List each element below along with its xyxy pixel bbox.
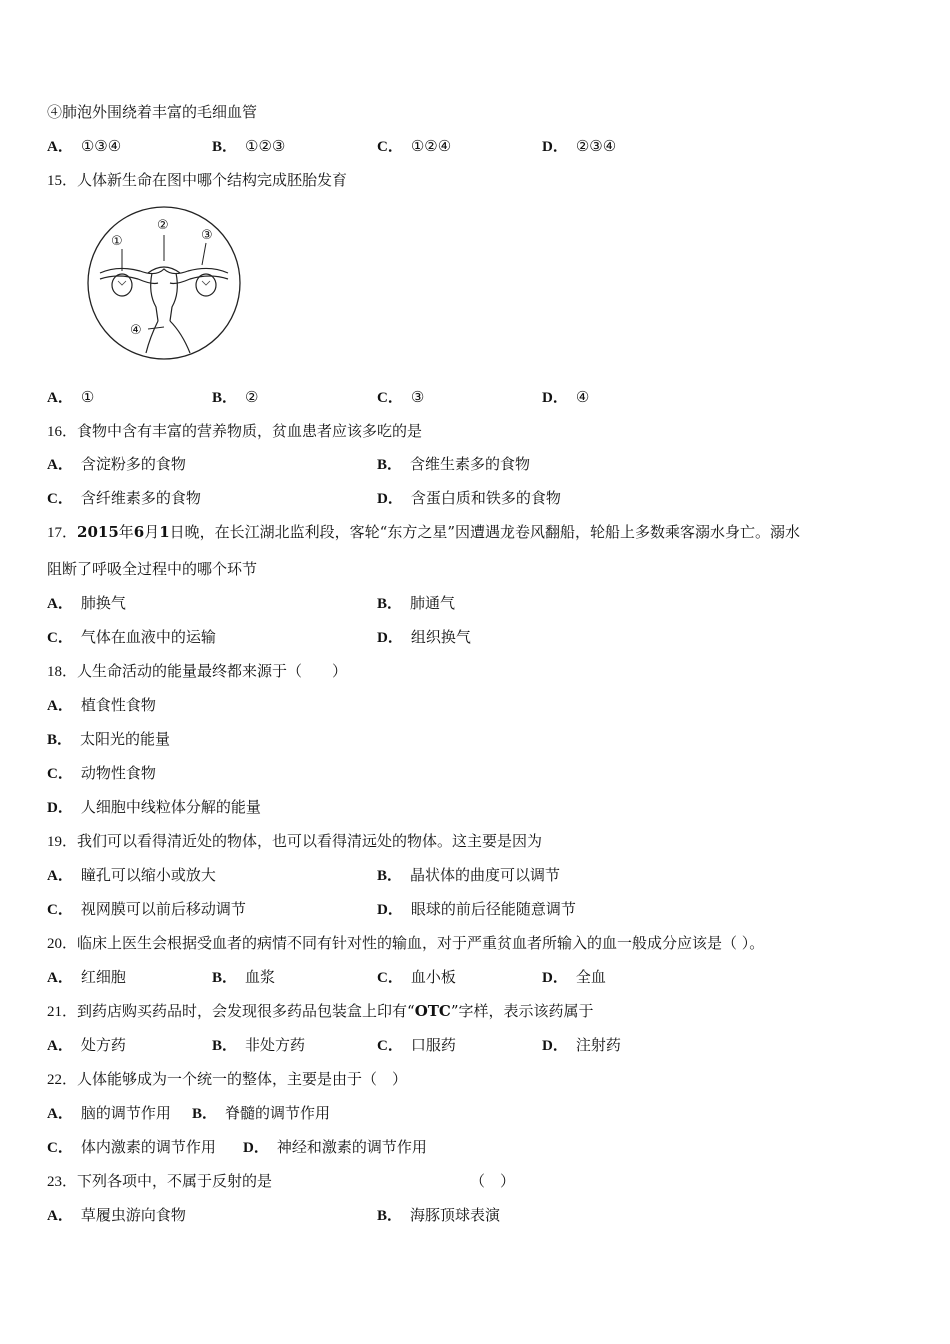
option-text: ②	[245, 388, 259, 406]
option-text: 组织换气	[410, 628, 471, 646]
option-text: 脊髓的调节作用	[225, 1104, 331, 1122]
option-text: 注射药	[575, 1036, 621, 1054]
q15-option-a[interactable]	[47, 387, 94, 408]
option-label: C．	[47, 902, 73, 918]
q17-option-a[interactable]	[47, 593, 126, 614]
option-label: C．	[47, 1140, 73, 1156]
option-text: 草履虫游向食物	[80, 1206, 186, 1224]
option-label: A．	[47, 1208, 73, 1224]
option-label: B．	[377, 457, 403, 473]
option-label: A．	[47, 698, 73, 714]
option-label: B．	[212, 390, 238, 406]
option-label: C．	[377, 1038, 403, 1054]
option-text: 含淀粉多的食物	[80, 455, 186, 473]
q16-option-a[interactable]	[47, 454, 186, 475]
q19-option-a[interactable]	[47, 865, 216, 886]
q20-option-c[interactable]	[377, 967, 456, 988]
text: 日晚，在长江湖北监利段，客轮“东方之星”因遭遇龙卷风翻船，轮船上多数乘客溺水身亡。溺水	[169, 523, 801, 541]
option-text: 眼球的前后径能随意调节	[410, 900, 576, 918]
q15-option-d[interactable]	[542, 387, 589, 408]
q18-stem	[47, 661, 347, 682]
text: 年	[118, 523, 134, 541]
option-text: 含蛋白质和铁多的食物	[410, 489, 561, 507]
option-text: 人细胞中线粒体分解的能量	[80, 798, 261, 816]
question-text: 临床上医生会根据受血者的病情不同有针对性的输血，对于严重贫血者所输入的血一般成分应该是（ ）。	[77, 934, 765, 952]
day: 1	[159, 523, 170, 541]
option-text: 血浆	[245, 968, 276, 986]
option-label: D．	[377, 491, 403, 507]
option-label: B．	[212, 139, 238, 155]
option-label: B．	[192, 1106, 218, 1122]
question-number: 17．	[47, 525, 78, 541]
female-reproductive-system-figure	[78, 203, 250, 363]
option-text: ①②③	[245, 137, 286, 155]
month: 6	[133, 523, 145, 541]
option-label: A．	[47, 139, 73, 155]
q23-option-b[interactable]	[377, 1205, 500, 1226]
figure-label-4: ④	[130, 323, 142, 338]
option-text: 含维生素多的食物	[410, 455, 531, 473]
option-text: 非处方药	[245, 1036, 306, 1054]
option-text: 海豚顶球表演	[410, 1206, 501, 1224]
option-label: B．	[47, 732, 73, 748]
question-text: 食物中含有丰富的营养物质，贫血患者应该多吃的是	[77, 422, 423, 440]
option-text: 含纤维素多的食物	[80, 489, 201, 507]
option-text: 神经和激素的调节作用	[276, 1138, 427, 1156]
q16-option-c[interactable]	[47, 488, 201, 509]
statement-4: ④肺泡外围绕着丰富的毛细血管	[47, 103, 258, 121]
q20-option-a[interactable]	[47, 967, 126, 988]
text: 月	[144, 523, 160, 541]
otc-label: OTC	[414, 1002, 451, 1020]
question-number: 19．	[47, 834, 78, 850]
option-label: B．	[377, 1208, 403, 1224]
option-text: 全血	[575, 968, 606, 986]
q14-option-c[interactable]	[377, 136, 451, 157]
option-text: 脑的调节作用	[80, 1104, 171, 1122]
option-text: 视网膜可以前后移动调节	[80, 900, 246, 918]
option-label: D．	[243, 1140, 269, 1156]
option-label: C．	[47, 630, 73, 646]
question-number: 20．	[47, 936, 78, 952]
question-number: 22．	[47, 1072, 78, 1088]
q14-option-a[interactable]	[47, 136, 121, 157]
q16-stem	[47, 421, 422, 442]
question-text: ”字样，表示该药属于	[450, 1002, 594, 1020]
q19-option-b[interactable]	[377, 865, 560, 886]
option-text: 血小板	[410, 968, 456, 986]
option-label: D．	[542, 1038, 568, 1054]
question-text: 人生命活动的能量最终都来源于（ ）	[77, 662, 348, 680]
q19-stem	[47, 831, 542, 852]
q23-option-a[interactable]	[47, 1205, 186, 1226]
option-text: 气体在血液中的运输	[80, 628, 216, 646]
option-label: B．	[377, 868, 403, 884]
question-text: 人体新生命在图中哪个结构完成胚胎发育	[77, 171, 348, 189]
q19-option-d[interactable]	[377, 899, 576, 920]
q17-option-d[interactable]	[377, 627, 471, 648]
figure-label-2: ②	[157, 218, 169, 233]
option-text: 晶状体的曲度可以调节	[410, 866, 561, 884]
q16-option-d[interactable]	[377, 488, 561, 509]
question-number: 15．	[47, 173, 78, 189]
option-text: 肺换气	[80, 594, 126, 612]
option-label: C．	[377, 390, 403, 406]
q17-option-c[interactable]	[47, 627, 216, 648]
q22-option-b[interactable]	[192, 1103, 330, 1124]
q17-stem-line2: 阻断了呼吸全过程中的哪个环节	[47, 560, 258, 578]
option-text: 太阳光的能量	[80, 730, 171, 748]
q14-option-d[interactable]	[542, 136, 616, 157]
option-label: D．	[377, 630, 403, 646]
option-text: 口服药	[410, 1036, 456, 1054]
option-text: ④	[575, 388, 590, 406]
q22-stem	[47, 1069, 407, 1090]
figure-label-3: ③	[201, 228, 213, 243]
q15-option-c[interactable]	[377, 387, 424, 408]
q20-option-b[interactable]	[212, 967, 275, 988]
option-text: 处方药	[80, 1036, 126, 1054]
question-text: 下列各项中，不属于反射的是	[77, 1172, 273, 1190]
option-label: B．	[212, 1038, 238, 1054]
q21-stem	[47, 1001, 594, 1022]
option-text: 红细胞	[80, 968, 126, 986]
option-label: C．	[47, 491, 73, 507]
q15-stem	[47, 170, 347, 191]
year: 2015	[77, 523, 119, 541]
question-text: 到药店购买药品时，会发现很多药品包装盒上印有“	[77, 1002, 415, 1020]
q22-option-d[interactable]	[243, 1137, 427, 1158]
figure-label-1: ①	[111, 234, 123, 249]
option-label: A．	[47, 390, 73, 406]
option-label: A．	[47, 868, 73, 884]
option-label: B．	[212, 970, 238, 986]
option-text: 体内激素的调节作用	[80, 1138, 216, 1156]
question-text: 人体能够成为一个统一的整体，主要是由于（ ）	[77, 1070, 408, 1088]
q21-option-d[interactable]	[542, 1035, 621, 1056]
q17-option-b[interactable]	[377, 593, 455, 614]
option-label: D．	[542, 970, 568, 986]
q22-option-c[interactable]	[47, 1137, 216, 1158]
option-label: C．	[47, 766, 73, 782]
q21-option-b[interactable]	[212, 1035, 305, 1056]
question-number: 23．	[47, 1174, 78, 1190]
q18-option-a[interactable]	[47, 695, 156, 716]
option-text: ①②④	[410, 137, 452, 155]
question-number: 18．	[47, 664, 78, 680]
q16-option-b[interactable]	[377, 454, 530, 475]
option-label: D．	[377, 902, 403, 918]
option-label: C．	[377, 970, 403, 986]
option-label: A．	[47, 1038, 73, 1054]
option-text: 动物性食物	[80, 764, 156, 782]
q23-stem	[47, 1171, 272, 1192]
q18-option-b[interactable]	[47, 729, 170, 750]
question-number: 21．	[47, 1004, 78, 1020]
option-text: ③	[410, 388, 425, 406]
q23-answer-paren: （ ）	[470, 1172, 516, 1190]
option-label: D．	[47, 800, 73, 816]
q20-option-d[interactable]	[542, 967, 606, 988]
option-text: 植食性食物	[80, 696, 156, 714]
option-label: A．	[47, 970, 73, 986]
option-text: ①	[80, 388, 95, 406]
option-text: ②③④	[575, 137, 617, 155]
q22-option-a[interactable]	[47, 1103, 171, 1124]
q20-stem	[47, 933, 764, 954]
question-text: 我们可以看得清近处的物体，也可以看得清远处的物体。这主要是因为	[77, 832, 543, 850]
option-text: 瞳孔可以缩小或放大	[80, 866, 216, 884]
q17-stem-line1	[47, 522, 800, 543]
q15-option-b[interactable]	[212, 387, 258, 408]
option-label: A．	[47, 1106, 73, 1122]
q21-option-c[interactable]	[377, 1035, 456, 1056]
option-label: C．	[377, 139, 403, 155]
option-text: 肺通气	[410, 594, 456, 612]
q18-option-d[interactable]	[47, 797, 261, 818]
option-label: A．	[47, 457, 73, 473]
question-number: 16．	[47, 424, 78, 440]
q14-option-b[interactable]	[212, 136, 285, 157]
q18-option-c[interactable]	[47, 763, 156, 784]
q21-option-a[interactable]	[47, 1035, 126, 1056]
option-label: D．	[542, 390, 568, 406]
option-label: B．	[377, 596, 403, 612]
option-label: D．	[542, 139, 568, 155]
option-label: A．	[47, 596, 73, 612]
option-text: ①③④	[80, 137, 122, 155]
q19-option-c[interactable]	[47, 899, 246, 920]
